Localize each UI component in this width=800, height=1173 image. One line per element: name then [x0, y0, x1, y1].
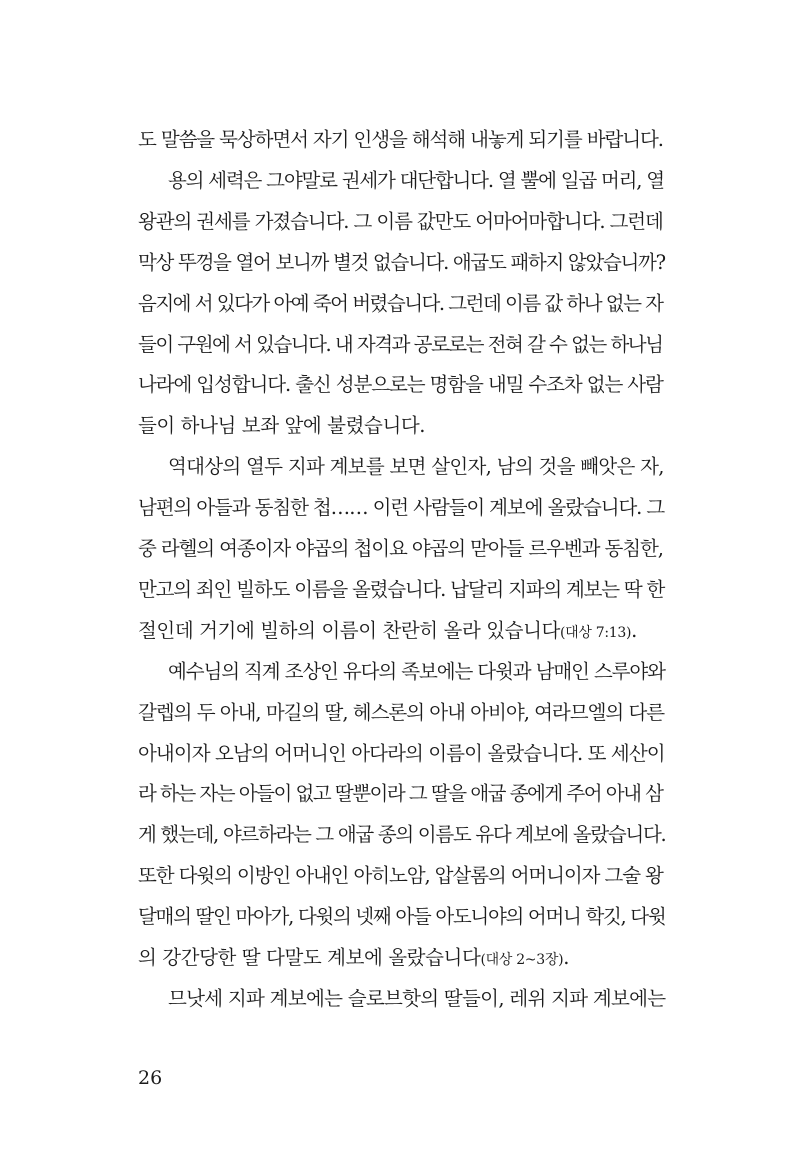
text-line [138, 120, 665, 160]
text-line-content: 달매의 딸인 마아가, 다윗의 넷째 아들 아도니야의 어머니 학깃, 다윗 [138, 905, 666, 929]
text-line [138, 693, 665, 733]
text-line [168, 979, 665, 1019]
text-line [138, 488, 665, 528]
text-line-content: 도 말씀을 묵상하면서 자기 인생을 해석해 내놓게 되기를 바랍니다. [138, 128, 663, 151]
text-line-content: 역대상의 열두 지파 계보를 보면 살인자, 남의 것을 빼앗은 자, [168, 455, 664, 479]
text-line-content: 막상 뚜껑을 열어 보니까 별것 없습니다. 애굽도 패하지 않았습니까? [138, 250, 665, 274]
text-line [138, 856, 665, 896]
sentence-period: . [631, 618, 637, 642]
text-line [138, 325, 665, 365]
text-line-content: 중 라헬의 여종이자 야곱의 첩이요 야곱의 맏아들 르우벤과 동침한, [138, 537, 663, 560]
text-line-content: 의 강간당한 딸 다말도 계보에 올랐습니다 [138, 946, 481, 969]
text-line [138, 406, 665, 446]
text-line [138, 897, 665, 937]
text-line [138, 815, 665, 855]
text-line [138, 734, 665, 774]
text-line [138, 570, 665, 610]
text-line [138, 529, 665, 569]
text-line-content: 아내이자 오남의 어머니인 아다라의 이름이 올랐습니다. 또 세산이 [138, 741, 665, 765]
text-line-content: 라 하는 자는 아들이 없고 딸뿐이라 그 딸을 애굽 종에게 주어 아내 삼 [138, 782, 663, 806]
text-line [168, 447, 665, 487]
page-number: 26 [138, 1067, 163, 1089]
text-line-content: 므낫세 지파 계보에는 슬로브핫의 딸들이, 레위 지파 계보에는 [168, 986, 666, 1010]
scripture-reference: (대상 7:13) [559, 624, 632, 641]
scripture-reference: (대상 2~3장) [480, 952, 564, 968]
text-line-content: 예수님의 직계 조상인 유다의 족보에는 다윗과 남매인 스루야와 [168, 659, 665, 683]
text-line-content: 음지에 서 있다가 아예 죽어 버렸습니다. 그런데 이름 값 하나 없는 자 [138, 291, 663, 315]
text-line-content: 절인데 거기에 빌하의 이름이 찬란히 올라 있습니다 [138, 618, 560, 642]
text-line [138, 611, 665, 651]
text-line-content: 남편의 아들과 동침한 첩…… 이런 사람들이 계보에 올랐습니다. 그 [138, 496, 665, 520]
text-line [138, 938, 665, 978]
sentence-period: . [563, 946, 570, 969]
text-line [168, 161, 665, 201]
text-line [138, 243, 665, 283]
text-line-content: 또한 다윗의 이방인 아내인 아히노암, 압살롬의 어머니이자 그술 왕 [138, 864, 663, 888]
text-line [138, 284, 665, 324]
text-line-content: 들이 구원에 서 있습니다. 내 자격과 공로로는 전혀 갈 수 없는 하나님 [138, 332, 663, 356]
text-line-content: 갈렙의 두 아내, 마길의 딸, 헤스론의 아내 아비야, 여라므엘의 다른 [138, 700, 665, 724]
text-line [168, 652, 665, 692]
text-line-content: 만고의 죄인 빌하도 이름을 올렸습니다. 납달리 지파의 계보는 딱 한 [138, 577, 665, 601]
text-line-content: 게 했는데, 야르하라는 그 애굽 종의 이름도 유다 계보에 올랐습니다. [138, 823, 666, 847]
text-line-content: 왕관의 권세를 가졌습니다. 그 이름 값만도 어마어마합니다. 그런데 [138, 209, 663, 233]
text-line [138, 365, 665, 405]
text-line [138, 774, 665, 814]
text-line [138, 202, 665, 242]
text-line-content: 들이 하나님 보좌 앞에 불렸습니다. [138, 414, 426, 438]
text-line-content: 용의 세력은 그야말로 권세가 대단합니다. 열 뿔에 일곱 머리, 열 [168, 168, 664, 192]
text-line-content: 나라에 입성합니다. 출신 성분으로는 명함을 내밀 수조차 없는 사람 [138, 373, 663, 397]
